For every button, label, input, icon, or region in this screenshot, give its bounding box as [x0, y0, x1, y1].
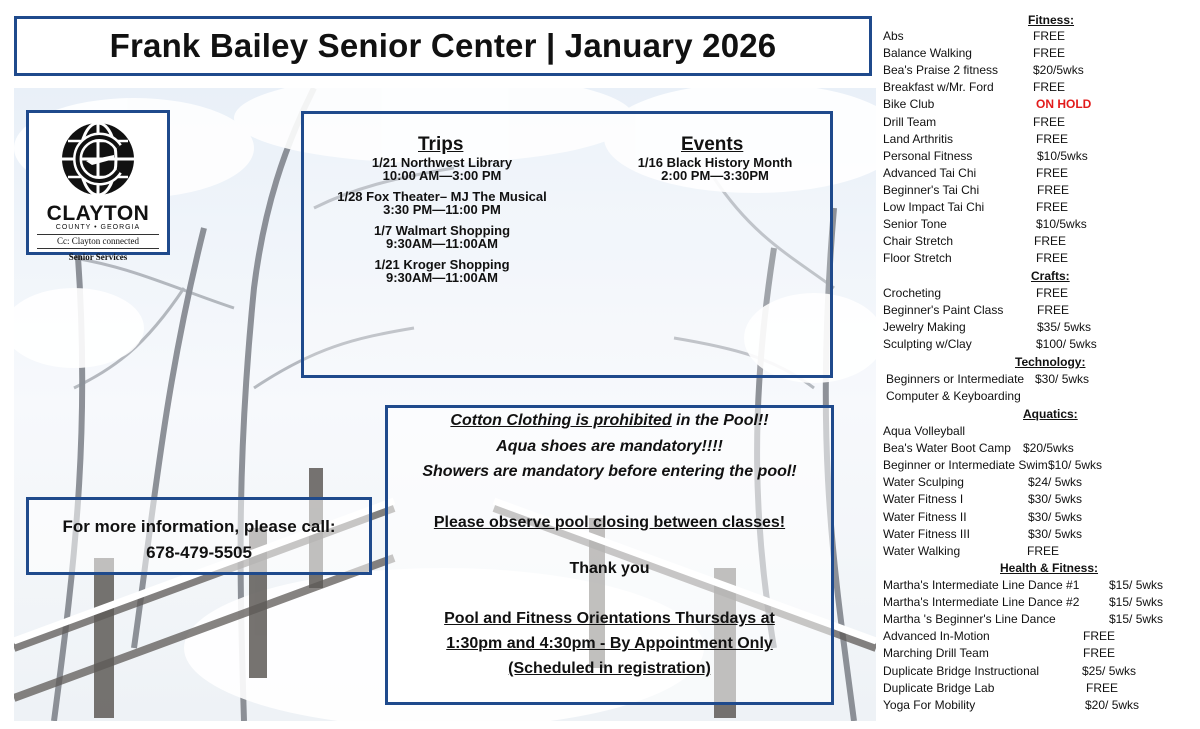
- schedule-item-price: $25/ 5wks: [1082, 663, 1137, 678]
- logo-service: Senior Services: [37, 248, 159, 263]
- pool-thank-you: Thank you: [569, 560, 650, 577]
- trip-time: 9:30AM—11:00AM: [386, 236, 498, 251]
- schedule-item-name: Floor Stretch: [883, 251, 952, 266]
- schedule-item-name: Crocheting: [883, 286, 942, 300]
- schedule-item-name: Advanced Tai Chi: [883, 165, 977, 180]
- section-fitness-heading: Fitness:: [1028, 13, 1075, 27]
- schedule-item-name: Aqua Volleyball: [883, 424, 966, 438]
- logo-wordmark: CLAYTON: [46, 202, 150, 225]
- pool-rule-shoes: Aqua shoes are mandatory!!!!: [496, 438, 723, 455]
- section-technology-heading: Technology:: [1015, 355, 1086, 369]
- schedule-item-name: Martha's Intermediate Line Dance #1: [883, 578, 1080, 592]
- pool-rules-panel: [385, 405, 834, 705]
- schedule-item-price: $15/ 5wks: [1109, 595, 1164, 610]
- schedule-item-name: Sculpting w/Clay: [883, 337, 972, 352]
- logo-tagline: Cc: Clayton connected: [37, 234, 159, 247]
- schedule-item-price: $30/ 5wks: [1028, 509, 1083, 524]
- schedule-item-price: $20/5wks: [1023, 441, 1074, 456]
- schedule-item-price: FREE: [1036, 165, 1069, 180]
- schedule-item-price: FREE: [1033, 46, 1066, 61]
- schedule-item-name: Bea's Water Boot Camp: [883, 441, 1011, 456]
- orientation-line-3: (Scheduled in registration): [508, 660, 711, 677]
- schedule-item-price: FREE: [1086, 680, 1119, 695]
- schedule-item-name: Beginners or Intermediate: [886, 372, 1025, 386]
- event-item: [620, 156, 810, 182]
- schedule-item-name: Water Fitness III: [883, 526, 970, 541]
- orientation-line-1: Pool and Fitness Orientations Thursdays at: [444, 610, 775, 627]
- schedule-item-price: $24/ 5wks: [1028, 475, 1083, 490]
- schedule-item-name: Water Walking: [883, 543, 961, 558]
- schedule-item-price: FREE: [1033, 29, 1066, 43]
- schedule-item-name: Beginner or Intermediate Swim: [883, 458, 1048, 473]
- trip-time: 9:30AM—11:00AM: [386, 270, 498, 285]
- schedule-item-price: $15/ 5wks: [1109, 612, 1164, 627]
- schedule-item-price: FREE: [1037, 182, 1070, 197]
- schedule-item-price: $10/5wks: [1037, 148, 1088, 163]
- schedule-item-price: FREE: [1036, 251, 1069, 266]
- schedule-item-price: FREE: [1036, 131, 1069, 146]
- schedule-item-name: Duplicate Bridge Instructional: [883, 663, 1040, 678]
- schedule-item-price: FREE: [1083, 629, 1116, 644]
- schedule-item-price: $30/ 5wks: [1035, 372, 1090, 386]
- section-crafts-heading: Crafts:: [1031, 269, 1070, 283]
- pool-rule-showers: Showers are mandatory before entering the pool!: [422, 463, 797, 480]
- trip-title: 1/21 Kroger Shopping: [374, 257, 510, 272]
- schedule-item-name: Advanced In-Motion: [883, 629, 990, 644]
- schedule-item-name: Low Impact Tai Chi: [883, 200, 985, 214]
- schedule-item-price: FREE: [1036, 200, 1069, 214]
- trips-heading: Trips: [418, 134, 464, 155]
- class-schedule: [876, 12, 1196, 727]
- trip-title: 1/7 Walmart Shopping: [373, 223, 511, 238]
- schedule-item-price: $100/ 5wks: [1036, 337, 1097, 352]
- trip-time: 10:00 AM—3:00 PM: [382, 168, 502, 183]
- schedule-item-price: $20/5wks: [1033, 63, 1084, 78]
- pool-rule-cotton: Cotton Clothing is prohibited in the Pool!!: [450, 412, 769, 429]
- schedule-item-name: Chair Stretch: [883, 234, 954, 249]
- schedule-item-price: ON HOLD: [1036, 97, 1092, 112]
- schedule-item-name: Balance Walking: [883, 46, 972, 61]
- events-heading: Events: [681, 134, 744, 155]
- schedule-item-name: Abs: [883, 29, 904, 43]
- schedule-item-name: Drill Team: [883, 114, 937, 129]
- schedule-item-price: FREE: [1034, 234, 1067, 249]
- schedule-item-name: Jewelry Making: [883, 320, 966, 335]
- event-title: 1/16 Black History Month: [637, 155, 793, 170]
- schedule-item-name: Senior Tone: [883, 217, 947, 232]
- trips-events-panel: [301, 111, 833, 378]
- trip-item: [304, 190, 580, 216]
- trip-time: 3:30 PM—11:00 PM: [383, 202, 501, 217]
- schedule-item-name: Bea's Praise 2 fitness: [883, 63, 999, 78]
- schedule-item-price: FREE: [1037, 303, 1070, 318]
- logo-subtitle: COUNTY • GEORGIA: [55, 224, 141, 231]
- schedule-item-name: Breakfast w/Mr. Ford: [883, 80, 994, 95]
- schedule-item-price: $10/5wks: [1036, 217, 1087, 232]
- schedule-item-price: $20/ 5wks: [1085, 697, 1140, 712]
- schedule-item-name: Personal Fitness: [883, 148, 973, 163]
- schedule-item-price: $15/ 5wks: [1109, 578, 1164, 592]
- schedule-item-price: $30/ 5wks: [1028, 492, 1083, 507]
- schedule-item-name: Beginner's Paint Class: [883, 303, 1004, 318]
- event-time: 2:00 PM—3:30PM: [661, 168, 769, 183]
- schedule-item-price: FREE: [1033, 80, 1066, 95]
- trip-title: 1/28 Fox Theater– MJ The Musical: [337, 189, 547, 204]
- schedule-item-name: Water Fitness I: [883, 492, 964, 507]
- schedule-item-name: Yoga For Mobility: [883, 697, 976, 712]
- schedule-item-price: $30/ 5wks: [1028, 526, 1083, 541]
- schedule-item-name: Land Arthritis: [883, 131, 954, 146]
- schedule-item-name: Marching Drill Team: [883, 646, 989, 661]
- schedule-item-price: $35/ 5wks: [1037, 320, 1092, 335]
- schedule-item-name: Duplicate Bridge Lab: [883, 680, 995, 695]
- schedule-item-price: FREE: [1033, 114, 1066, 129]
- schedule-item-price: FREE: [1027, 543, 1060, 558]
- page-title: Frank Bailey Senior Center | January 2026: [109, 27, 777, 64]
- schedule-item-name: Bike Club: [883, 97, 935, 112]
- trip-item: [304, 156, 580, 182]
- trip-item: [304, 258, 580, 284]
- schedule-item-name: Beginner's Tai Chi: [883, 182, 980, 197]
- schedule-item-name: Water Fitness II: [883, 509, 967, 524]
- schedule-item-price: FREE: [1036, 286, 1069, 300]
- trip-item: [304, 224, 580, 250]
- schedule-item-name: Martha's Intermediate Line Dance #2: [883, 595, 1080, 610]
- schedule-item-price: $10/ 5wks: [1048, 458, 1103, 473]
- schedule-item-name: Computer & Keyboarding: [886, 389, 1021, 404]
- schedule-item-name: Martha 's Beginner's Line Dance: [883, 612, 1056, 627]
- contact-text: For more information, please call:: [62, 517, 336, 536]
- contact-phone[interactable]: 678-479-5505: [146, 543, 252, 562]
- section-health-heading: Health & Fitness:: [1000, 561, 1099, 575]
- contact-panel: [26, 497, 372, 575]
- orientation-line-2: 1:30pm and 4:30pm - By Appointment Only: [446, 635, 773, 652]
- schedule-item-price: FREE: [1083, 646, 1116, 661]
- clayton-logo: [26, 110, 170, 262]
- trip-title: 1/21 Northwest Library: [371, 155, 513, 170]
- clayton-globe-icon: [56, 117, 140, 201]
- schedule-item-name: Water Sculping: [883, 475, 964, 490]
- title-banner: [14, 16, 872, 76]
- pool-rule-closing: Please observe pool closing between classes!: [433, 514, 786, 531]
- section-aquatics-heading: Aquatics:: [1023, 407, 1078, 421]
